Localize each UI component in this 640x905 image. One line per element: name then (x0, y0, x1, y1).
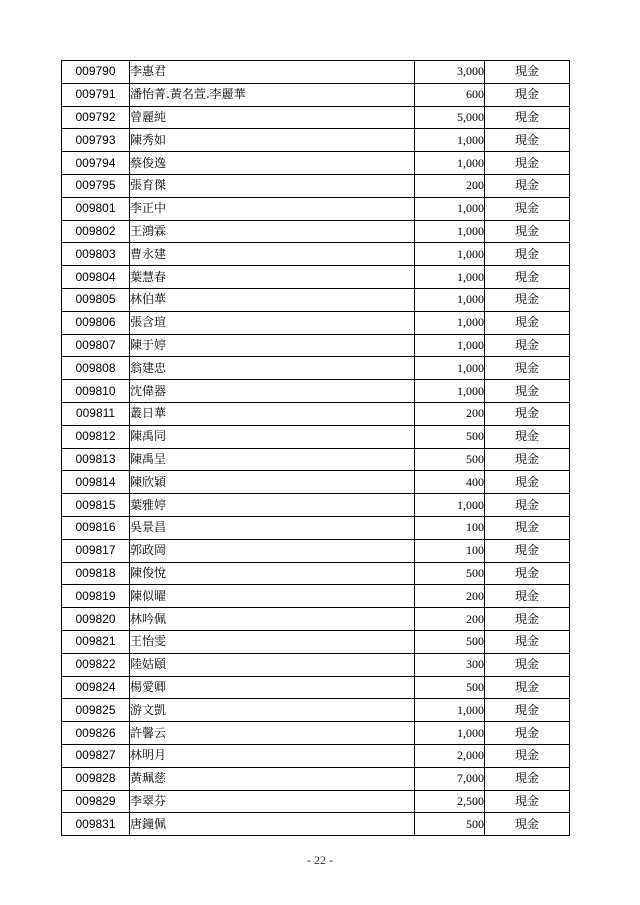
receipt-id-cell: 009812 (62, 425, 130, 448)
table-row (62, 83, 570, 106)
amount-cell: 7,000 (415, 767, 485, 790)
amount-cell: 1,000 (415, 129, 485, 152)
receipt-id-cell: 009794 (62, 152, 130, 175)
table-row (62, 448, 570, 471)
amount-cell: 2,000 (415, 744, 485, 767)
amount-cell: 600 (415, 83, 485, 106)
payment-method-cell: 現金 (485, 220, 570, 243)
donor-name-cell: 陳似曜 (130, 585, 415, 608)
table-row (62, 676, 570, 699)
receipt-id-cell: 009791 (62, 83, 130, 106)
payment-method-cell: 現金 (485, 402, 570, 425)
payment-method-cell: 現金 (485, 494, 570, 517)
receipt-id-cell: 009792 (62, 106, 130, 129)
table-row (62, 243, 570, 266)
payment-method-cell: 現金 (485, 744, 570, 767)
amount-cell: 1,000 (415, 357, 485, 380)
amount-cell: 1,000 (415, 311, 485, 334)
amount-cell: 500 (415, 448, 485, 471)
receipt-id-cell: 009821 (62, 630, 130, 653)
payment-method-cell: 現金 (485, 767, 570, 790)
payment-method-cell: 現金 (485, 585, 570, 608)
table-row (62, 197, 570, 220)
donor-name-cell: 許馨云 (130, 722, 415, 745)
amount-cell: 200 (415, 585, 485, 608)
donor-name-cell: 林伯華 (130, 288, 415, 311)
receipt-id-cell: 009829 (62, 790, 130, 813)
table-row (62, 699, 570, 722)
donor-name-cell: 黃珮慈 (130, 767, 415, 790)
amount-cell: 500 (415, 425, 485, 448)
amount-cell: 1,000 (415, 380, 485, 403)
donor-name-cell: 楊愛卿 (130, 676, 415, 699)
amount-cell: 2,500 (415, 790, 485, 813)
donation-table-body (62, 61, 570, 836)
receipt-id-cell: 009818 (62, 562, 130, 585)
table-row (62, 722, 570, 745)
amount-cell: 100 (415, 539, 485, 562)
receipt-id-cell: 009817 (62, 539, 130, 562)
receipt-id-cell: 009795 (62, 174, 130, 197)
receipt-id-cell: 009805 (62, 288, 130, 311)
amount-cell: 1,000 (415, 334, 485, 357)
payment-method-cell: 現金 (485, 129, 570, 152)
donor-name-cell: 郭政岡 (130, 539, 415, 562)
table-row (62, 174, 570, 197)
payment-method-cell: 現金 (485, 311, 570, 334)
payment-method-cell: 現金 (485, 357, 570, 380)
donor-name-cell: 王怡雯 (130, 630, 415, 653)
amount-cell: 1,000 (415, 220, 485, 243)
amount-cell: 1,000 (415, 197, 485, 220)
donor-name-cell: 陳欣穎 (130, 471, 415, 494)
payment-method-cell: 現金 (485, 790, 570, 813)
donor-name-cell: 陸姑頤 (130, 653, 415, 676)
table-row (62, 380, 570, 403)
payment-method-cell: 現金 (485, 288, 570, 311)
donor-name-cell: 林吟佩 (130, 608, 415, 631)
payment-method-cell: 現金 (485, 608, 570, 631)
amount-cell: 200 (415, 402, 485, 425)
receipt-id-cell: 009824 (62, 676, 130, 699)
payment-method-cell: 現金 (485, 61, 570, 84)
amount-cell: 200 (415, 608, 485, 631)
table-row (62, 744, 570, 767)
receipt-id-cell: 009803 (62, 243, 130, 266)
receipt-id-cell: 009790 (62, 61, 130, 84)
donor-name-cell: 葉雅婷 (130, 494, 415, 517)
payment-method-cell: 現金 (485, 630, 570, 653)
receipt-id-cell: 009793 (62, 129, 130, 152)
amount-cell: 200 (415, 174, 485, 197)
payment-method-cell: 現金 (485, 334, 570, 357)
receipt-id-cell: 009814 (62, 471, 130, 494)
donor-name-cell: 游文凱 (130, 699, 415, 722)
table-row (62, 630, 570, 653)
donor-name-cell: 張含瑄 (130, 311, 415, 334)
donor-name-cell: 王鴻霖 (130, 220, 415, 243)
table-row (62, 288, 570, 311)
donor-name-cell: 沈偉器 (130, 380, 415, 403)
payment-method-cell: 現金 (485, 243, 570, 266)
receipt-id-cell: 009815 (62, 494, 130, 517)
table-row (62, 106, 570, 129)
payment-method-cell: 現金 (485, 197, 570, 220)
amount-cell: 500 (415, 676, 485, 699)
donor-name-cell: 叢日華 (130, 402, 415, 425)
receipt-id-cell: 009820 (62, 608, 130, 631)
donor-name-cell: 陳禹呈 (130, 448, 415, 471)
payment-method-cell: 現金 (485, 266, 570, 289)
donor-name-cell: 曾麗純 (130, 106, 415, 129)
payment-method-cell: 現金 (485, 813, 570, 836)
receipt-id-cell: 009826 (62, 722, 130, 745)
donor-name-cell: 陳秀如 (130, 129, 415, 152)
table-row (62, 311, 570, 334)
receipt-id-cell: 009822 (62, 653, 130, 676)
amount-cell: 3,000 (415, 61, 485, 84)
donor-name-cell: 葉慧春 (130, 266, 415, 289)
receipt-id-cell: 009808 (62, 357, 130, 380)
donor-name-cell: 陳于婷 (130, 334, 415, 357)
payment-method-cell: 現金 (485, 425, 570, 448)
table-row (62, 539, 570, 562)
table-row (62, 813, 570, 836)
payment-method-cell: 現金 (485, 152, 570, 175)
payment-method-cell: 現金 (485, 653, 570, 676)
table-row (62, 334, 570, 357)
amount-cell: 1,000 (415, 152, 485, 175)
amount-cell: 100 (415, 516, 485, 539)
payment-method-cell: 現金 (485, 380, 570, 403)
donation-table-container (61, 60, 570, 836)
donor-name-cell: 林明月 (130, 744, 415, 767)
table-row (62, 471, 570, 494)
payment-method-cell: 現金 (485, 562, 570, 585)
amount-cell: 1,000 (415, 699, 485, 722)
amount-cell: 1,000 (415, 494, 485, 517)
payment-method-cell: 現金 (485, 699, 570, 722)
receipt-id-cell: 009804 (62, 266, 130, 289)
amount-cell: 5,000 (415, 106, 485, 129)
table-row (62, 266, 570, 289)
receipt-id-cell: 009801 (62, 197, 130, 220)
table-row (62, 152, 570, 175)
donor-name-cell: 潘怡菁.黃名萱.李麗華 (130, 83, 415, 106)
payment-method-cell: 現金 (485, 722, 570, 745)
table-row (62, 425, 570, 448)
receipt-id-cell: 009813 (62, 448, 130, 471)
receipt-id-cell: 009802 (62, 220, 130, 243)
payment-method-cell: 現金 (485, 676, 570, 699)
amount-cell: 500 (415, 630, 485, 653)
page-number: - 22 - (307, 853, 333, 867)
receipt-id-cell: 009831 (62, 813, 130, 836)
amount-cell: 500 (415, 813, 485, 836)
table-row (62, 61, 570, 84)
donor-name-cell: 張育傑 (130, 174, 415, 197)
donor-name-cell: 李翠芬 (130, 790, 415, 813)
payment-method-cell: 現金 (485, 516, 570, 539)
payment-method-cell: 現金 (485, 448, 570, 471)
receipt-id-cell: 009825 (62, 699, 130, 722)
payment-method-cell: 現金 (485, 471, 570, 494)
receipt-id-cell: 009816 (62, 516, 130, 539)
table-row (62, 653, 570, 676)
donor-name-cell: 翁建忠 (130, 357, 415, 380)
table-row (62, 402, 570, 425)
amount-cell: 1,000 (415, 722, 485, 745)
receipt-id-cell: 009819 (62, 585, 130, 608)
table-row (62, 129, 570, 152)
table-row (62, 220, 570, 243)
receipt-id-cell: 009807 (62, 334, 130, 357)
receipt-id-cell: 009810 (62, 380, 130, 403)
amount-cell: 1,000 (415, 288, 485, 311)
donor-name-cell: 李惠君 (130, 61, 415, 84)
receipt-id-cell: 009827 (62, 744, 130, 767)
table-row (62, 516, 570, 539)
payment-method-cell: 現金 (485, 539, 570, 562)
payment-method-cell: 現金 (485, 174, 570, 197)
payment-method-cell: 現金 (485, 83, 570, 106)
table-row (62, 767, 570, 790)
table-row (62, 585, 570, 608)
receipt-id-cell: 009828 (62, 767, 130, 790)
donor-name-cell: 李正中 (130, 197, 415, 220)
donor-name-cell: 陳俊悅 (130, 562, 415, 585)
donor-name-cell: 唐鐘佩 (130, 813, 415, 836)
donor-name-cell: 陳禹同 (130, 425, 415, 448)
table-row (62, 790, 570, 813)
amount-cell: 1,000 (415, 266, 485, 289)
table-row (62, 357, 570, 380)
donation-table (61, 60, 570, 836)
donor-name-cell: 吳景昌 (130, 516, 415, 539)
payment-method-cell: 現金 (485, 106, 570, 129)
amount-cell: 500 (415, 562, 485, 585)
table-row (62, 608, 570, 631)
receipt-id-cell: 009811 (62, 402, 130, 425)
amount-cell: 1,000 (415, 243, 485, 266)
amount-cell: 300 (415, 653, 485, 676)
receipt-id-cell: 009806 (62, 311, 130, 334)
donor-name-cell: 曹永建 (130, 243, 415, 266)
donor-name-cell: 蔡俊逸 (130, 152, 415, 175)
table-row (62, 494, 570, 517)
table-row (62, 562, 570, 585)
amount-cell: 400 (415, 471, 485, 494)
